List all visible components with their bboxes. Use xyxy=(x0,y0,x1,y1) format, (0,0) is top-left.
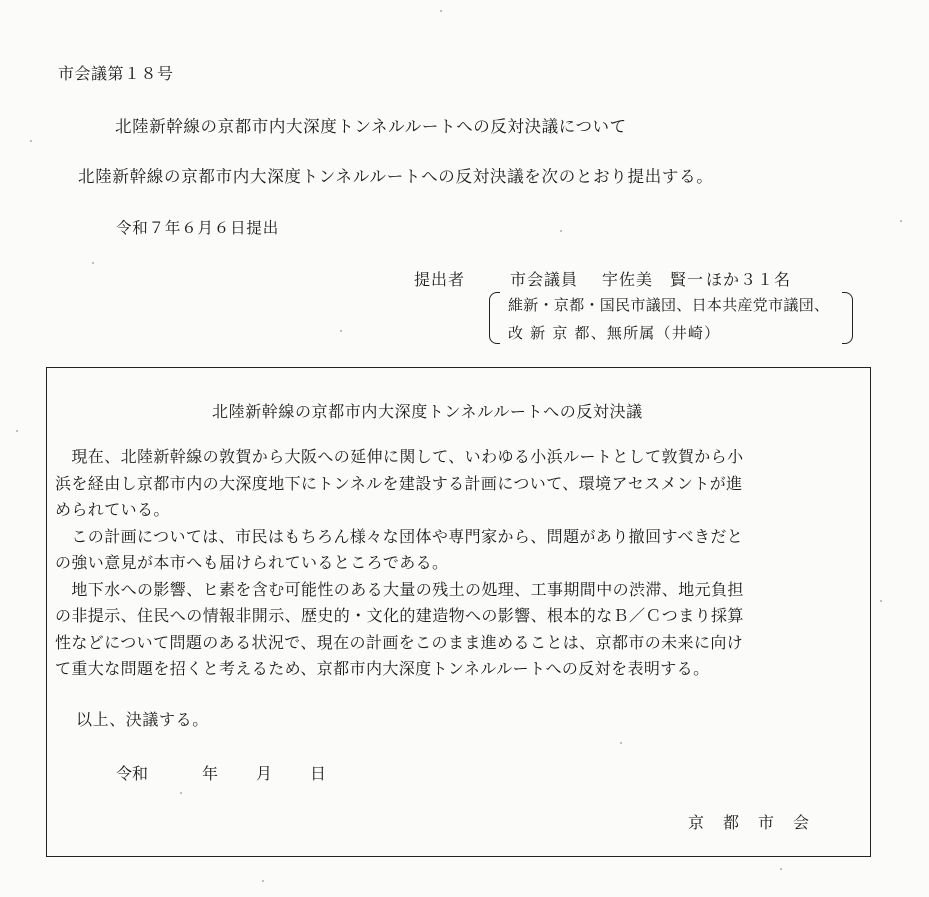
submitter-role: 市会議員 xyxy=(510,270,579,289)
body-line: て重大な問題を招くと考えるため、京都市内大深度トンネルルートへの反対を表明する。 xyxy=(55,659,710,678)
left-bracket xyxy=(489,292,500,344)
body-line: 浜を経由し京都市内の大深度地下にトンネルを建設する計画について、環境アセスメントが進 xyxy=(55,473,743,493)
right-bracket xyxy=(842,292,853,344)
document-number: 市会議第１８号 xyxy=(58,64,174,83)
submitter-name: 宇佐美 賢一 xyxy=(602,270,705,289)
body-line: の強い意見が本市へも届けられているところである。 xyxy=(55,553,449,572)
body-line: められている。 xyxy=(55,500,170,519)
body-line: の非提示、住民への情報非開示、歴史的・文化的建造物への影響、根本的なＢ／Ｃつまり採算 xyxy=(55,606,744,625)
submitter-others: ほか３１名 xyxy=(706,270,792,289)
date-month: 月 xyxy=(256,764,273,783)
date-day: 日 xyxy=(310,764,327,783)
issuer-name: 京都市会 xyxy=(688,813,829,832)
body-line: 地下水への影響、ヒ素を含む可能性のある大量の残土の処理、工事期間中の渋滞、地元負担 xyxy=(55,579,744,599)
date-year: 年 xyxy=(202,764,219,783)
submission-statement: 北陸新幹線の京都市内大深度トンネルルートへの反対決議を次のとおり提出する。 xyxy=(78,167,714,186)
closing-statement: 以上、決議する。 xyxy=(76,710,209,729)
submission-date: 令和７年６月６日提出 xyxy=(116,219,280,237)
resolution-body xyxy=(55,444,867,683)
factions-line-1: 維新・京都・国民市議団、日本共産党市議団、 xyxy=(508,296,830,314)
resolution-title: 北陸新幹線の京都市内大深度トンネルルートへの反対決議 xyxy=(212,402,643,421)
date-era: 令和 xyxy=(116,764,149,783)
submitter-label: 提出者 xyxy=(414,270,466,289)
body-line: 性などについて問題のある状況で、現在の計画をこのまま進めることは、京都市の未来に向け xyxy=(55,632,744,652)
body-line: 現在、北陸新幹線の敦賀から大阪への延伸に関して、いわゆる小浜ルートとして敦賀から小 xyxy=(55,447,744,466)
body-line: この計画については、市民はもちろん様々な団体や専門家から、問題があり撤回すべきだと xyxy=(55,526,744,546)
factions-line-2: 改 新 京 都、無所属（井崎） xyxy=(508,324,721,342)
document-title: 北陸新幹線の京都市内大深度トンネルルートへの反対決議について xyxy=(115,117,627,136)
